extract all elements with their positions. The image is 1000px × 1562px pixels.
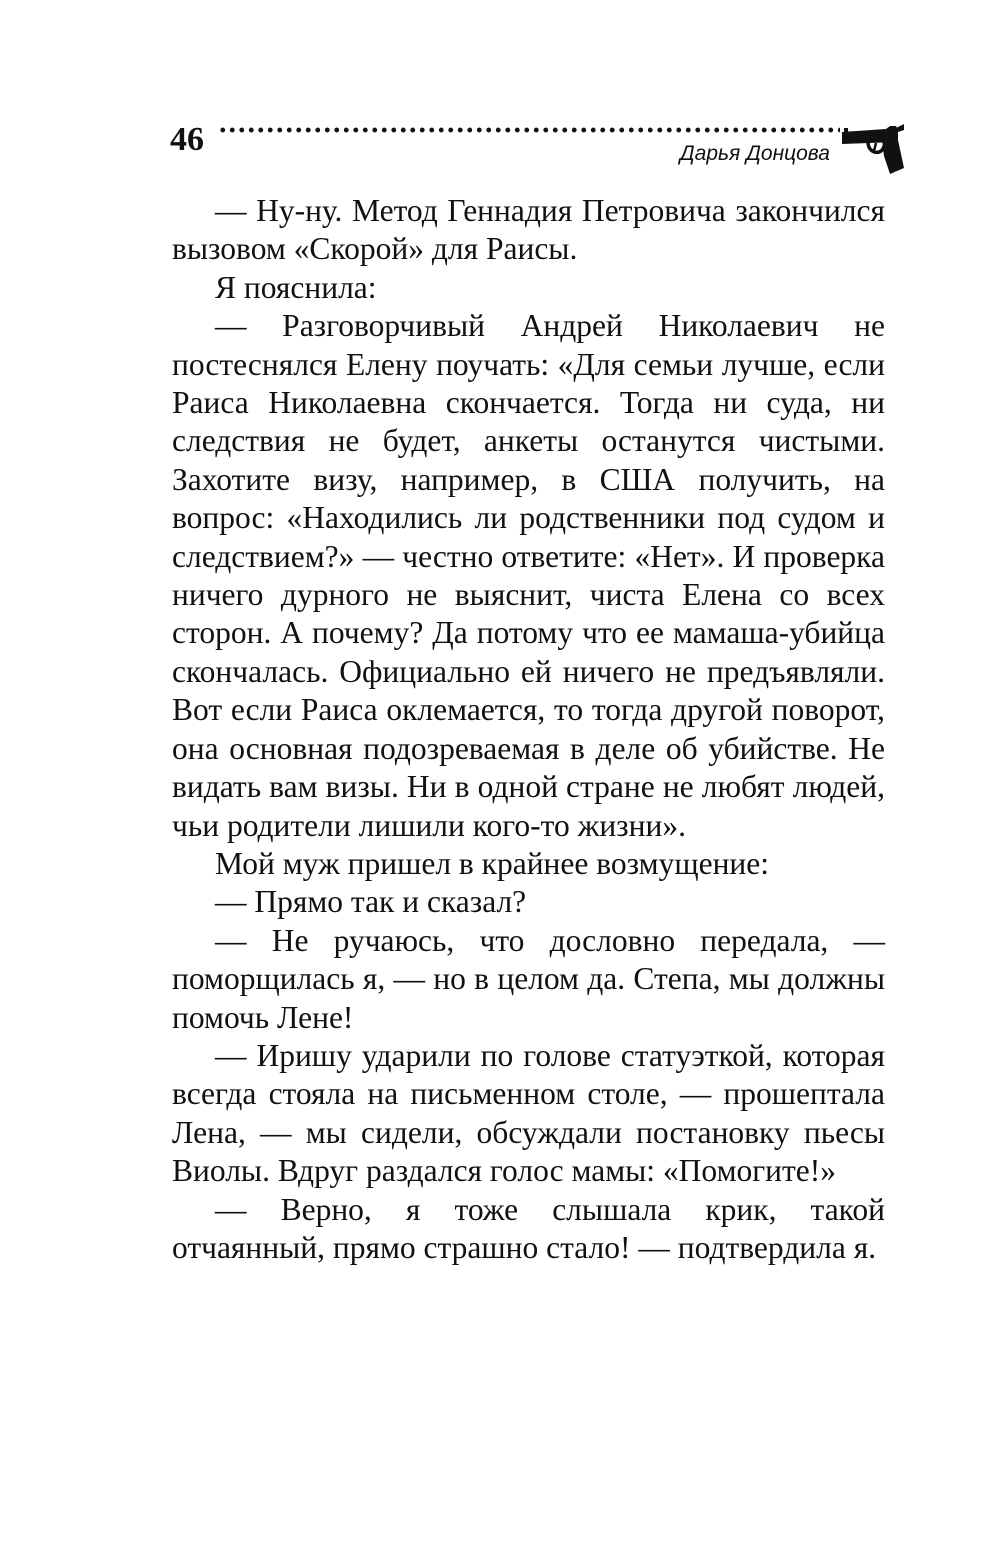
paragraph: — Разговорчивый Андрей Николаевич не постеснялся Елену поучать: «Для семьи лучше, если Раиса Николаевна скончается. Тогда ни суда, ни следствия не будет, анкеты останутся чистыми. Захотите визу, например, в США получить, на вопрос: «Находились ли родственники под судом и следствием?» — честно ответите: «Нет». И проверка ничего дурного не выяснит, чиста Елена со всех сторон. А почему? Да потому что ее мамаша-убийца скончалась. Официально ей ничего не предъявляли. Вот если Раиса оклемается, то тогда другой поворот, она основная подозреваемая в деле об убийстве. Не видать вам визы. Ни в одной стране не любят людей, чьи родители лишили кого-то жизни».: [172, 308, 885, 843]
page-number: 46: [170, 121, 204, 158]
header-dot-leader: [218, 127, 840, 133]
pistol-icon: [840, 122, 908, 176]
paragraph: — Не ручаюсь, что дословно передала, — поморщилась я, — но в целом да. Степа, мы должны помочь Лене!: [172, 922, 885, 1035]
paragraph: — Ну-ну. Метод Геннадия Петровича закончился вызовом «Скорой» для Раисы.: [172, 193, 885, 267]
running-header-author: Дарья Донцова: [679, 142, 830, 165]
paragraph: — Иришу ударили по голове статуэткой, которая всегда стояла на письменном столе, — прошептала Лена, — мы сидели, обсуждали постановку пьесы Виолы. Вдруг раздался голос мамы: «Помогите!»: [172, 1037, 885, 1189]
paragraph: — Верно, я тоже слышала крик, такой отчаянный, прямо страшно стало! — подтвердила я.: [172, 1191, 885, 1265]
paragraph: — Прямо так и сказал?: [215, 884, 527, 920]
page-text: [172, 192, 885, 1267]
paragraph: Мой муж пришел в крайнее возмущение:: [215, 845, 770, 881]
paragraph: Я пояснила:: [215, 269, 377, 305]
